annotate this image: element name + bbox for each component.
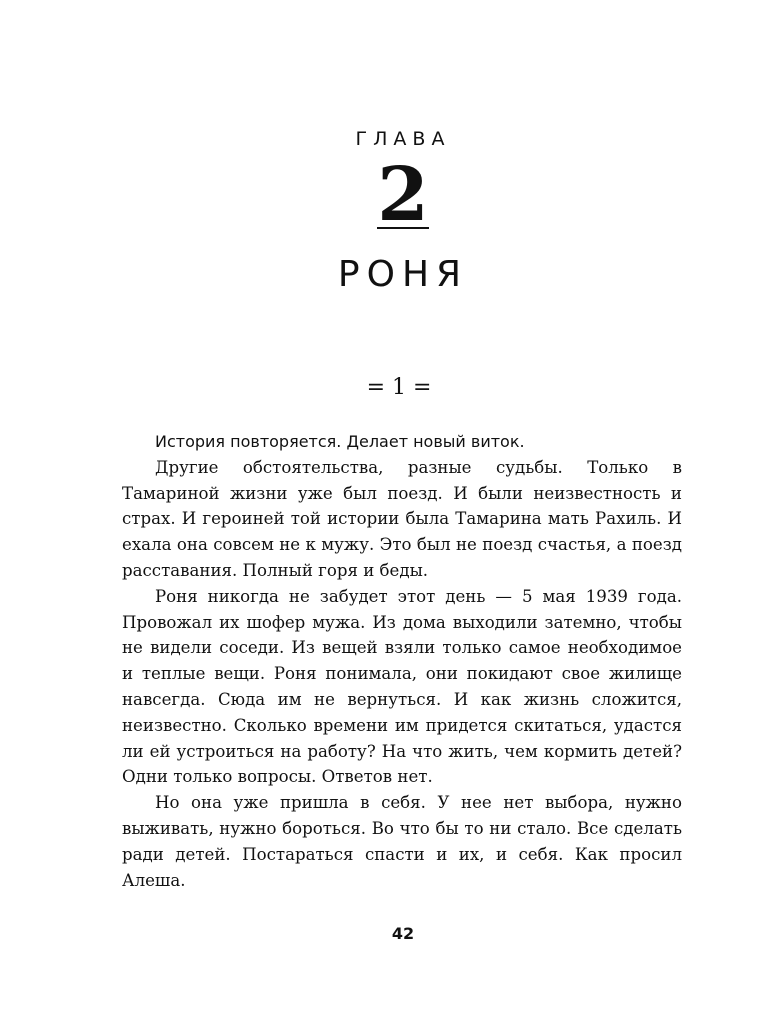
- chapter-title: РОНЯ: [337, 254, 469, 295]
- body-text: [122, 429, 682, 893]
- page-number: 42: [391, 924, 415, 943]
- paragraph: История повторяется. Делает новый виток.: [155, 432, 525, 451]
- chapter-label: ГЛАВА: [355, 128, 451, 150]
- chapter-number-text: 2: [377, 152, 429, 238]
- paragraph: Другие обстоятельства, разные судьбы. Только в Тамариной жизни уже был поезд. И были неизвестность и страх. И героиней той истории была Тамарина мать Рахиль. И ехала она совсем не к мужу. Это был не поезд счастья, а поезд расставания. Полный горя и беды.: [122, 457, 682, 580]
- paragraph: Но она уже пришла в себя. У нее нет выбора, нужно выживать, нужно бороться. Во что бы то ни стало. Все сделать ради детей. Постараться спасти и их, и себя. Как просил Алеша.: [122, 793, 682, 890]
- paragraph: Роня никогда не забудет этот день — 5 мая 1939 года. Провожал их шофер мужа. Из дома выходили затемно, чтобы не видели соседи. Из вещей взяли только самое необходимое и теплые вещи. Роня понимала, они покидают свое жилище навсегда. Сюда им не вернуться. И как жизнь сложится, неизвестно. Сколько времени им придется скитаться, удастся ли ей устроиться на работу? На что жить, чем кормить детей? Одни только вопросы. Ответов нет.: [122, 586, 682, 787]
- chapter-number: [0, 152, 768, 238]
- section-number: = 1 =: [366, 375, 432, 400]
